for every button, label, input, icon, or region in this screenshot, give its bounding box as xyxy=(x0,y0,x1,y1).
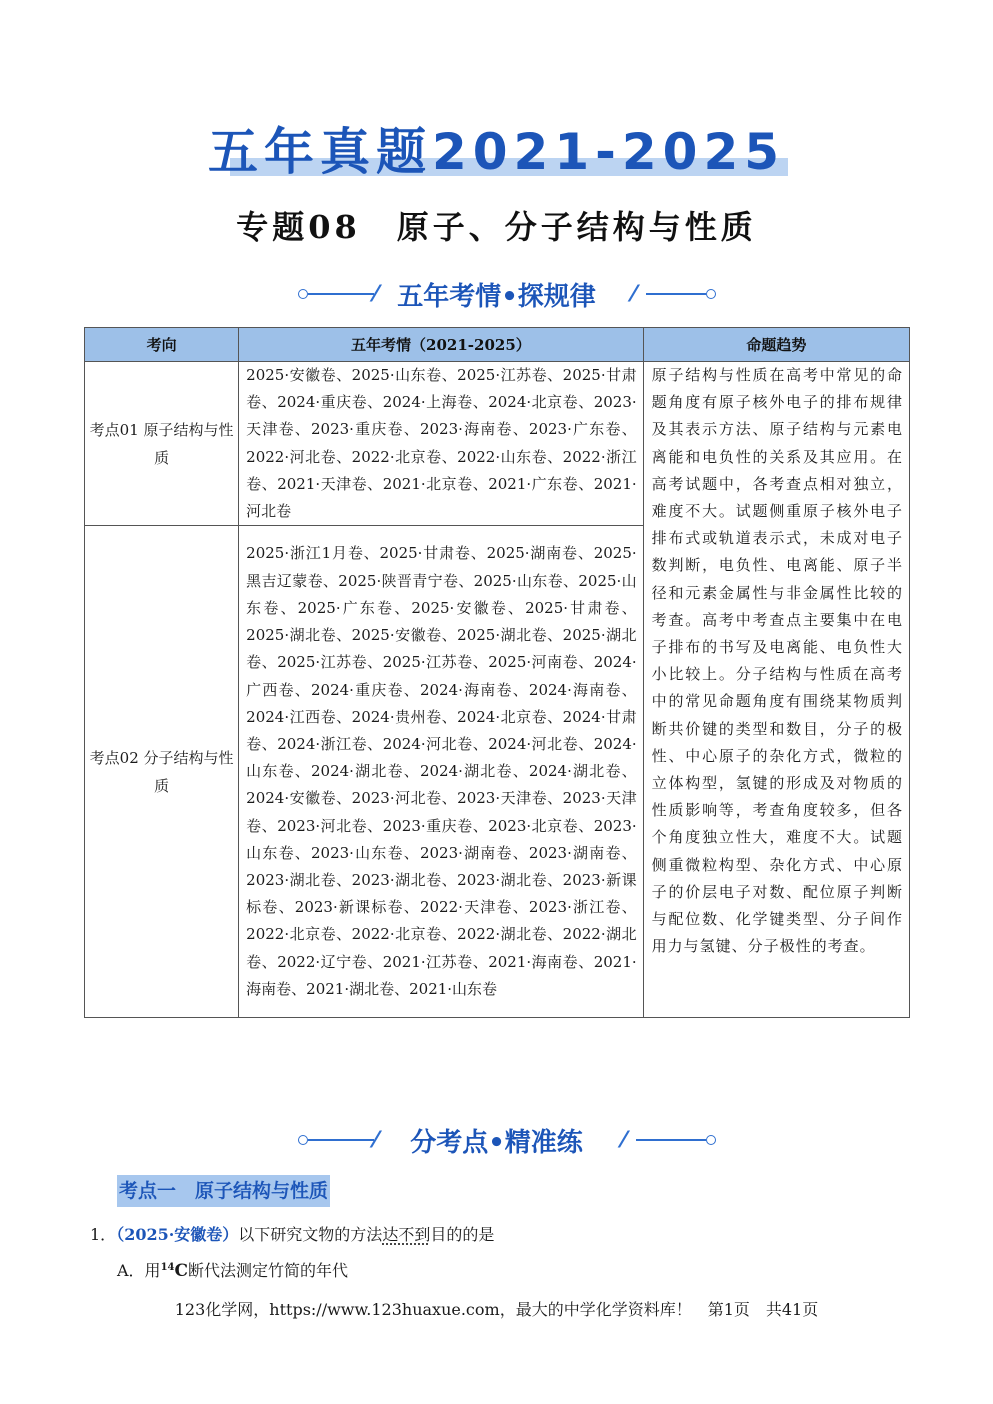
question-stem-end: 目的的是 xyxy=(430,1225,495,1244)
trend-cell: 原子结构与性质在高考中常见的命题角度有原子核外电子的排布规律及其表示方法、原子结构与元素电离能和电负性的关系及其应用。在高考试题中，各考查点相对独立，难度不大。试题侧重原子核外电子排布式或轨道表示式，未成对电子数判断，电负性、电离能、原子半径和元素金属性与非金属性比较的考查。高考中考查点主要集中在电子排布的书写及电离能、电负性大小比较上。分子结构与性质在高考中的常见命题角度有围绕某物质判断共价键的类型和数目，分子的极性、中心原子的杂化方式，微粒的立体构型，氢键的形成及对物质的性质影响等，考查角度较多，但各个角度独立性大，难度不大。试题侧重微粒构型、杂化方式、中心原子的价层电子对数、配位原子判断与配位数、化学键类型、分子间作用力与氢键、分子极性的考查。 xyxy=(643,362,909,1018)
question-stem: 以下研究文物的方法 xyxy=(238,1225,383,1244)
section-title: 五年考情•探规律 xyxy=(397,282,596,312)
topic-cell: 考点01 原子结构与性质 xyxy=(85,362,239,526)
header-years: 五年考情（2021-2025） xyxy=(239,328,643,362)
main-title: 五年真题2021-2025 xyxy=(207,123,786,181)
section-banner-practice xyxy=(0,1118,993,1162)
topic-cell: 考点02 分子结构与性质 xyxy=(85,526,239,1018)
question-number: 1． xyxy=(90,1225,117,1244)
section-banner-exam-trends xyxy=(0,272,993,316)
banner-line xyxy=(636,1139,706,1141)
banner-dot-icon xyxy=(706,289,716,299)
slash-icon: ⁄ xyxy=(632,282,636,307)
question-stem-emphasis: 达不到 xyxy=(382,1225,431,1244)
exam-trends-table xyxy=(84,327,910,1018)
banner-dot-icon xyxy=(706,1135,716,1145)
question-1 xyxy=(90,1224,494,1246)
isotope-mass-number: 14 xyxy=(160,1262,175,1273)
slash-icon: ⁄ xyxy=(374,282,378,307)
slash-icon: ⁄ xyxy=(374,1128,378,1153)
option-a-label: A．用 xyxy=(117,1261,161,1280)
page-footer: 123化学网，https://www.123huaxue.com，最大的中学化学资料库！ 第1页 共41页 xyxy=(174,1300,819,1319)
kaodian-heading: 考点一 原子结构与性质 xyxy=(117,1175,330,1207)
header-topic: 考向 xyxy=(85,328,239,362)
option-a xyxy=(117,1257,348,1282)
question-source: （2025·安徽卷） xyxy=(116,1225,239,1244)
subtitle: 专题08 原子、分子结构与性质 xyxy=(236,208,757,246)
years-cell: 2025·安徽卷、2025·山东卷、2025·江苏卷、2025·甘肃卷、2024·重庆卷、2024·上海卷、2024·北京卷、2023·天津卷、2023·重庆卷、2023·海南卷、2023·广东卷、2022·河北卷、2022·北京卷、2022·山东卷、2022·浙江卷、2021·天津卷、2021·北京卷、2021·广东卷、2021·河北卷 xyxy=(239,362,643,526)
years-cell: 2025·浙江1月卷、2025·甘肃卷、2025·湖南卷、2025·黑吉辽蒙卷、2025·陕晋青宁卷、2025·山东卷、2025·山东卷、2025·广东卷、2025·安徽卷、2025·甘肃卷、2025·湖北卷、2025·安徽卷、2025·湖北卷、2025·湖北卷、2025·江苏卷、2025·江苏卷、2025·河南卷、2024·广西卷、2024·重庆卷、2024·海南卷、2024·海南卷、2024·江西卷、2024·贵州卷、2024·北京卷、2024·甘肃卷、2024·浙江卷、2024·河北卷、2024·河北卷、2024·山东卷、2024·湖北卷、2024·湖北卷、2024·湖北卷、2024·安徽卷、2023·河北卷、2023·天津卷、2023·天津卷、2023·河北卷、2023·重庆卷、2023·北京卷、2023·山东卷、2023·山东卷、2023·湖南卷、2023·湖南卷、2023·湖北卷、2023·湖北卷、2023·湖北卷、2023·新课标卷、2023·新课标卷、2022·天津卷、2023·浙江卷、2022·北京卷、2022·北京卷、2022·湖北卷、2022·湖北卷、2022·辽宁卷、2021·江苏卷、2021·海南卷、2021·海南卷、2021·湖北卷、2021·山东卷 xyxy=(239,526,643,1018)
table-header-row xyxy=(85,328,910,362)
element-symbol: C xyxy=(174,1261,189,1281)
section-title: 分考点•精准练 xyxy=(410,1128,583,1158)
option-a-text: 断代法测定竹简的年代 xyxy=(188,1261,349,1280)
header-trend: 命题趋势 xyxy=(643,328,909,362)
banner-line xyxy=(646,293,706,295)
table-row xyxy=(85,362,910,526)
slash-icon: ⁄ xyxy=(622,1128,626,1153)
